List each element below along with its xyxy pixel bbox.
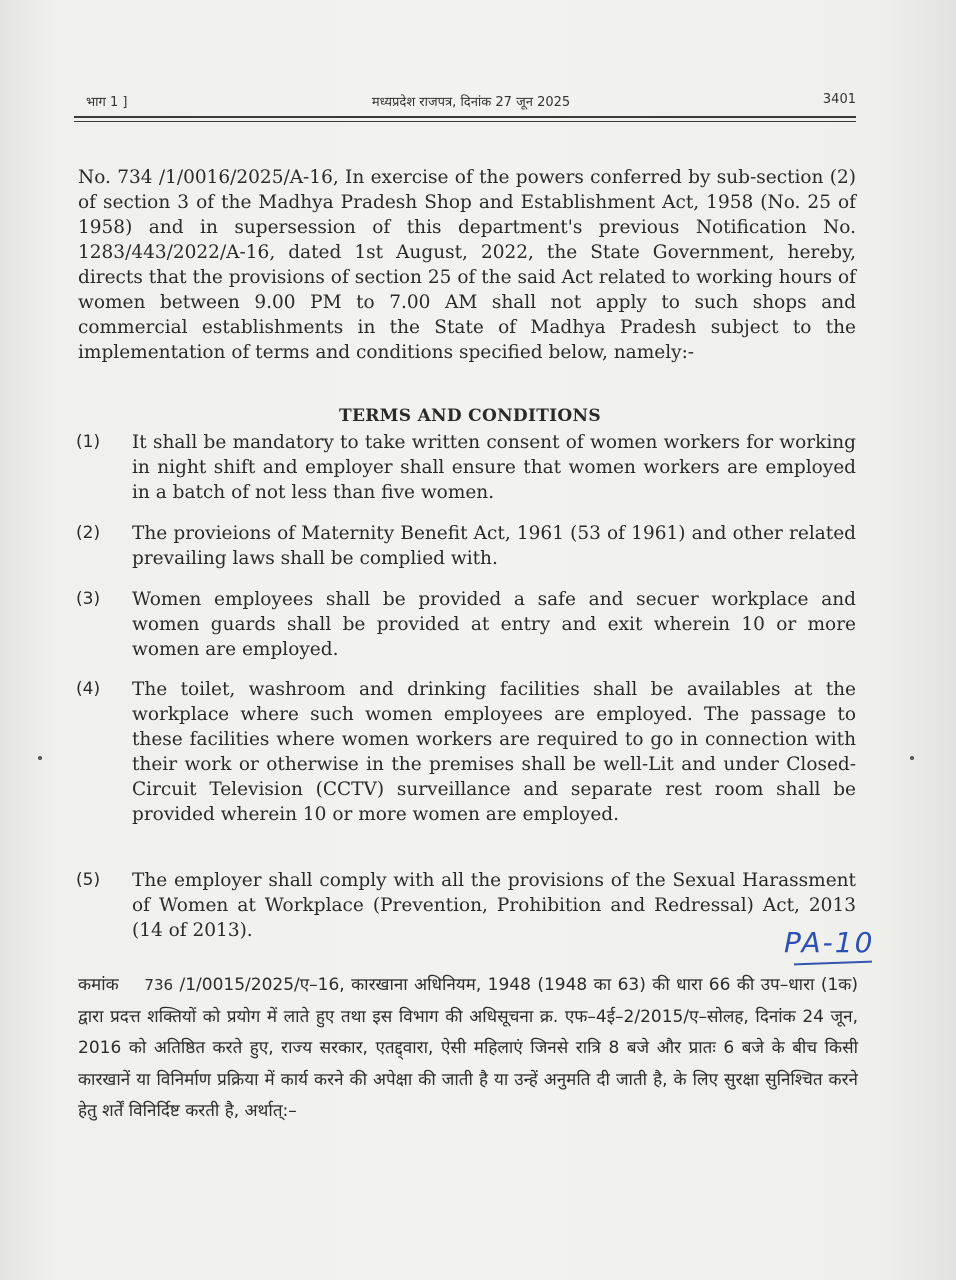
hindi-notification-paragraph	[78, 970, 858, 1128]
term-number: (1)	[76, 432, 101, 452]
header-rule-thick	[74, 116, 856, 118]
header-part-label: भाग 1 ]	[86, 95, 128, 110]
notification-paragraph: No. 734 /1/0016/2025/A-16, In exercise of the powers conferred by sub-section (2) of section 3 of the Madhya Pradesh Shop and Establishment Act, 1958 (No. 25 of 1958) and in supersession of this department's previous Notification No. 1283/443/2022/A-16, dated 1st August, 2022, the State Government, hereby, directs that the provisions of section 25 of the said Act related to working hours of women between 9.00 PM to 7.00 AM shall not apply to such shops and commercial establishments in the State of Madhya Pradesh subject to the implementation of terms and conditions specified below, namely:-	[78, 167, 856, 363]
page-header	[86, 92, 856, 114]
handwritten-note: PA-10	[784, 926, 875, 959]
term-text: It shall be mandatory to take written consent of women workers for working in night shift and employer shall ensure that women workers are employed in a batch of not less than five women.	[132, 432, 856, 503]
terms-heading: TERMS AND CONDITIONS	[339, 406, 601, 426]
term-number: (4)	[76, 679, 101, 699]
scan-speck	[910, 756, 914, 760]
term-text: The employer shall comply with all the provisions of the Sexual Harassment of Women at Workplace (Prevention, Prohibition and Redressal) Act, 2013 (14 of 2013).	[132, 870, 856, 941]
term-text: The provieions of Maternity Benefit Act, 1961 (53 of 1961) and other related prevailing laws shall be complied with.	[132, 523, 856, 569]
hindi-number: 736	[144, 976, 174, 994]
header-gazette-title: मध्यप्रदेश राजपत्र, दिनांक 27 जून 2025	[371, 95, 571, 110]
handwritten-underline	[794, 961, 872, 966]
header-page-number: 3401	[822, 92, 856, 107]
term-text: Women employees shall be provided a safe and secuer workplace and women guards shall be provided at entry and exit wherein 10 or more women are employed.	[132, 589, 856, 660]
hindi-prefix: कमांक	[78, 975, 119, 995]
term-number: (5)	[76, 870, 101, 890]
header-rule-thin	[74, 121, 856, 122]
hindi-text: /1/0015/2025/ए–16, कारखाना अधिनियम, 1948 (1948 का 63) की धारा 66 की उप–धारा (1क) द्वारा प्रदत्त शक्तियों को प्रयोग में लाते हुए तथा इस विभाग की अधिसूचना क्र. एफ–4ई–2/2015/ए–सोलह, दिनांक 24 जून, 2016 को अतिष्ठित करते हुए, राज्य सरकार, एतद्द्वारा, ऐसी महिलाएं जिनसे रात्रि 8 बजे और प्रातः 6 बजे के बीच किसी कारखानें या विनिर्माण प्रक्रिया में कार्य करने की अपेक्षा की जाती है या उन्हें अनुमति दी जाती है, के लिए सुरक्षा सुनिश्चित करने हेतु शर्तें विनिर्दिष्ट करती है, अर्थात्:–	[78, 975, 858, 1121]
term-text: The toilet, washroom and drinking facilities shall be availables at the workplace where such women employees are employed. The passage to these facilities where women workers are required to go in connection with their work or otherwise in the premises shall be well-Lit and under Closed-Circuit Television (CCTV) surveillance and separate rest room shall be provided wherein 10 or more women are employed.	[132, 679, 856, 825]
scan-speck	[38, 756, 42, 760]
term-number: (2)	[76, 523, 101, 543]
term-number: (3)	[76, 589, 101, 609]
